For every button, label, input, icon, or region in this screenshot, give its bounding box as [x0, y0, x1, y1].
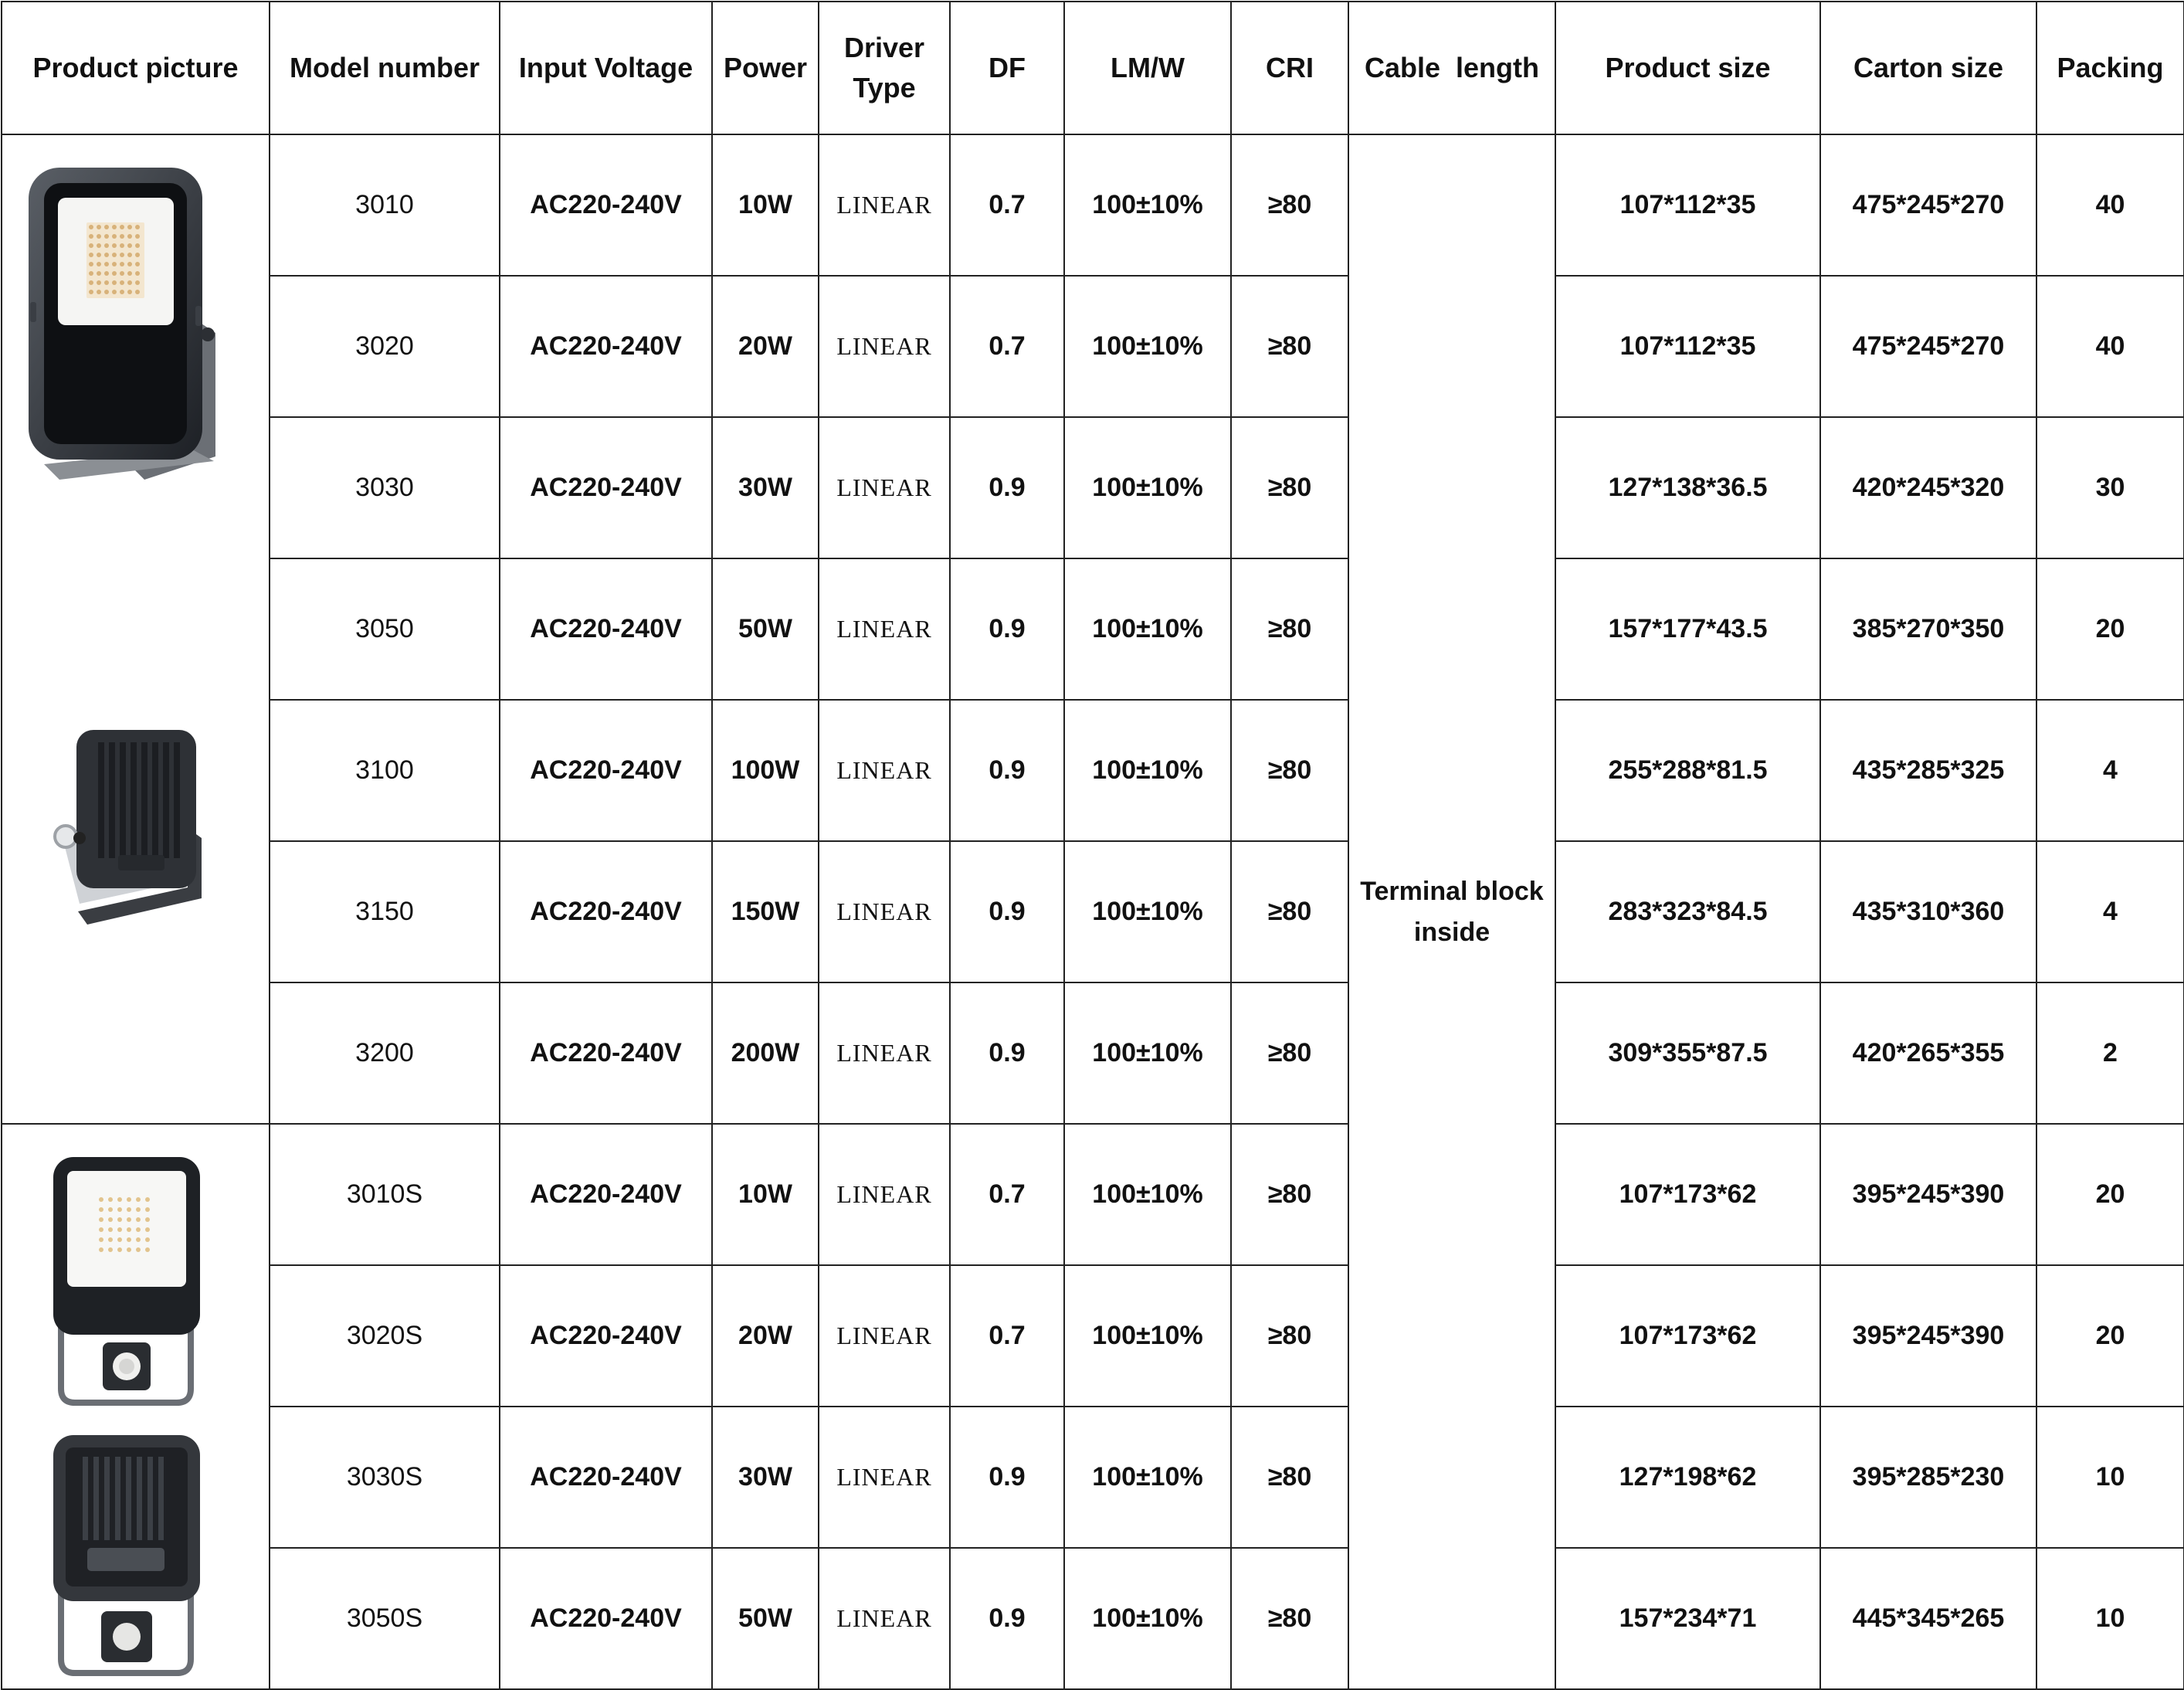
- model-number-cell: 3200: [270, 982, 500, 1124]
- df-cell: 0.7: [950, 134, 1064, 276]
- model-number-cell: 3010: [270, 134, 500, 276]
- product-size-cell: 283*323*84.5: [1555, 841, 1820, 982]
- packing-cell: 40: [2036, 134, 2184, 276]
- cri-cell: ≥80: [1231, 982, 1348, 1124]
- table-row: [2, 1407, 2184, 1548]
- model-number-cell: 3150: [270, 841, 500, 982]
- lmw-cell: 100±10%: [1064, 558, 1231, 700]
- cri-cell: ≥80: [1231, 1124, 1348, 1265]
- lmw-cell: 100±10%: [1064, 841, 1231, 982]
- lmw-cell: 100±10%: [1064, 276, 1231, 417]
- model-number-cell: 3030S: [270, 1407, 500, 1548]
- header-packing: Packing: [2036, 2, 2184, 134]
- carton-size-cell: 420*265*355: [1820, 982, 2036, 1124]
- cri-cell: ≥80: [1231, 1548, 1348, 1689]
- cri-cell: ≥80: [1231, 276, 1348, 417]
- carton-size-cell: 395*285*230: [1820, 1407, 2036, 1548]
- df-cell: 0.9: [950, 558, 1064, 700]
- driver-type-cell: LINEAR: [819, 1407, 950, 1548]
- table-row: [2, 1265, 2184, 1407]
- driver-type-cell: LINEAR: [819, 276, 950, 417]
- product-size-cell: 157*177*43.5: [1555, 558, 1820, 700]
- header-driver-type: [819, 2, 950, 134]
- table-row: [2, 1548, 2184, 1689]
- carton-size-cell: 435*310*360: [1820, 841, 2036, 982]
- table-row: [2, 417, 2184, 558]
- lmw-cell: 100±10%: [1064, 700, 1231, 841]
- header-carton-size: Carton size: [1820, 2, 2036, 134]
- sensor-floodlight-back-image: [47, 1435, 209, 1689]
- input-voltage-cell: AC220-240V: [500, 276, 712, 417]
- driver-type-cell: LINEAR: [819, 982, 950, 1124]
- driver-type-cell: LINEAR: [819, 1548, 950, 1689]
- input-voltage-cell: AC220-240V: [500, 1124, 712, 1265]
- packing-cell: 40: [2036, 276, 2184, 417]
- cable-length-line1: Terminal block: [1360, 876, 1544, 906]
- packing-cell: 10: [2036, 1407, 2184, 1548]
- header-lmw: LM/W: [1064, 2, 1231, 134]
- table-row: [2, 841, 2184, 982]
- power-cell: 20W: [712, 276, 819, 417]
- df-cell: 0.7: [950, 276, 1064, 417]
- lmw-cell: 100±10%: [1064, 1407, 1231, 1548]
- lmw-cell: 100±10%: [1064, 1124, 1231, 1265]
- packing-cell: 30: [2036, 417, 2184, 558]
- df-cell: 0.9: [950, 1407, 1064, 1548]
- product-size-cell: 107*173*62: [1555, 1124, 1820, 1265]
- lmw-cell: 100±10%: [1064, 417, 1231, 558]
- cri-cell: ≥80: [1231, 134, 1348, 276]
- power-cell: 50W: [712, 558, 819, 700]
- cri-cell: ≥80: [1231, 1407, 1348, 1548]
- lmw-cell: 100±10%: [1064, 1265, 1231, 1407]
- power-cell: 20W: [712, 1265, 819, 1407]
- header-cri: CRI: [1231, 2, 1348, 134]
- carton-size-cell: 435*285*325: [1820, 700, 2036, 841]
- model-number-cell: 3050: [270, 558, 500, 700]
- model-number-cell: 3020S: [270, 1265, 500, 1407]
- input-voltage-cell: AC220-240V: [500, 1407, 712, 1548]
- cri-cell: ≥80: [1231, 700, 1348, 841]
- carton-size-cell: 395*245*390: [1820, 1265, 2036, 1407]
- power-cell: 150W: [712, 841, 819, 982]
- cable-length-line2: inside: [1413, 917, 1490, 947]
- df-cell: 0.9: [950, 700, 1064, 841]
- cri-cell: ≥80: [1231, 841, 1348, 982]
- product-picture-group-2: [2, 1124, 270, 1689]
- table-row: [2, 558, 2184, 700]
- floodlight-back-image: [33, 722, 219, 931]
- packing-cell: 10: [2036, 1548, 2184, 1689]
- input-voltage-cell: AC220-240V: [500, 700, 712, 841]
- df-cell: 0.9: [950, 417, 1064, 558]
- power-cell: 50W: [712, 1548, 819, 1689]
- driver-type-cell: LINEAR: [819, 1265, 950, 1407]
- model-number-cell: 3050S: [270, 1548, 500, 1689]
- packing-cell: 20: [2036, 1265, 2184, 1407]
- table-row: [2, 982, 2184, 1124]
- driver-type-cell: LINEAR: [819, 841, 950, 982]
- table-row: [2, 1124, 2184, 1265]
- model-number-cell: 3010S: [270, 1124, 500, 1265]
- header-power: Power: [712, 2, 819, 134]
- product-size-cell: 255*288*81.5: [1555, 700, 1820, 841]
- input-voltage-cell: AC220-240V: [500, 134, 712, 276]
- carton-size-cell: 395*245*390: [1820, 1124, 2036, 1265]
- carton-size-cell: 420*245*320: [1820, 417, 2036, 558]
- input-voltage-cell: AC220-240V: [500, 841, 712, 982]
- header-product-picture: Product picture: [2, 2, 270, 134]
- power-cell: 30W: [712, 1407, 819, 1548]
- product-size-cell: 157*234*71: [1555, 1548, 1820, 1689]
- header-df: DF: [950, 2, 1064, 134]
- header-driver-type-line2: Type: [853, 72, 916, 104]
- header-cable-length: Cable length: [1348, 2, 1555, 134]
- df-cell: 0.7: [950, 1124, 1064, 1265]
- model-number-cell: 3100: [270, 700, 500, 841]
- driver-type-cell: LINEAR: [819, 558, 950, 700]
- df-cell: 0.9: [950, 1548, 1064, 1689]
- carton-size-cell: 475*245*270: [1820, 134, 2036, 276]
- packing-cell: 4: [2036, 700, 2184, 841]
- header-driver-type-line1: Driver: [843, 31, 925, 63]
- input-voltage-cell: AC220-240V: [500, 417, 712, 558]
- power-cell: 10W: [712, 1124, 819, 1265]
- table-row: [2, 700, 2184, 841]
- packing-cell: 4: [2036, 841, 2184, 982]
- product-size-cell: 107*112*35: [1555, 134, 1820, 276]
- input-voltage-cell: AC220-240V: [500, 982, 712, 1124]
- spec-table: [1, 1, 2184, 1690]
- product-picture-group-1: [2, 134, 270, 1124]
- floodlight-front-image: [13, 155, 245, 503]
- lmw-cell: 100±10%: [1064, 134, 1231, 276]
- power-cell: 10W: [712, 134, 819, 276]
- packing-cell: 2: [2036, 982, 2184, 1124]
- header-model-number: Model number: [270, 2, 500, 134]
- cri-cell: ≥80: [1231, 1265, 1348, 1407]
- table-row: [2, 276, 2184, 417]
- model-number-cell: 3030: [270, 417, 500, 558]
- header-product-size: Product size: [1555, 2, 1820, 134]
- sensor-floodlight-front-image: [47, 1157, 209, 1412]
- table-row: [2, 134, 2184, 276]
- header-row: [2, 2, 2184, 134]
- carton-size-cell: 475*245*270: [1820, 276, 2036, 417]
- lmw-cell: 100±10%: [1064, 982, 1231, 1124]
- product-size-cell: 127*198*62: [1555, 1407, 1820, 1548]
- product-size-cell: 309*355*87.5: [1555, 982, 1820, 1124]
- packing-cell: 20: [2036, 558, 2184, 700]
- power-cell: 30W: [712, 417, 819, 558]
- cable-length-cell: [1348, 134, 1555, 1689]
- driver-type-cell: LINEAR: [819, 700, 950, 841]
- carton-size-cell: 385*270*350: [1820, 558, 2036, 700]
- product-size-cell: 127*138*36.5: [1555, 417, 1820, 558]
- df-cell: 0.9: [950, 841, 1064, 982]
- packing-cell: 20: [2036, 1124, 2184, 1265]
- df-cell: 0.7: [950, 1265, 1064, 1407]
- cri-cell: ≥80: [1231, 558, 1348, 700]
- driver-type-cell: LINEAR: [819, 417, 950, 558]
- driver-type-cell: LINEAR: [819, 134, 950, 276]
- cri-cell: ≥80: [1231, 417, 1348, 558]
- carton-size-cell: 445*345*265: [1820, 1548, 2036, 1689]
- input-voltage-cell: AC220-240V: [500, 558, 712, 700]
- power-cell: 100W: [712, 700, 819, 841]
- input-voltage-cell: AC220-240V: [500, 1265, 712, 1407]
- power-cell: 200W: [712, 982, 819, 1124]
- driver-type-cell: LINEAR: [819, 1124, 950, 1265]
- header-input-voltage: Input Voltage: [500, 2, 712, 134]
- model-number-cell: 3020: [270, 276, 500, 417]
- input-voltage-cell: AC220-240V: [500, 1548, 712, 1689]
- product-size-cell: 107*173*62: [1555, 1265, 1820, 1407]
- product-size-cell: 107*112*35: [1555, 276, 1820, 417]
- df-cell: 0.9: [950, 982, 1064, 1124]
- lmw-cell: 100±10%: [1064, 1548, 1231, 1689]
